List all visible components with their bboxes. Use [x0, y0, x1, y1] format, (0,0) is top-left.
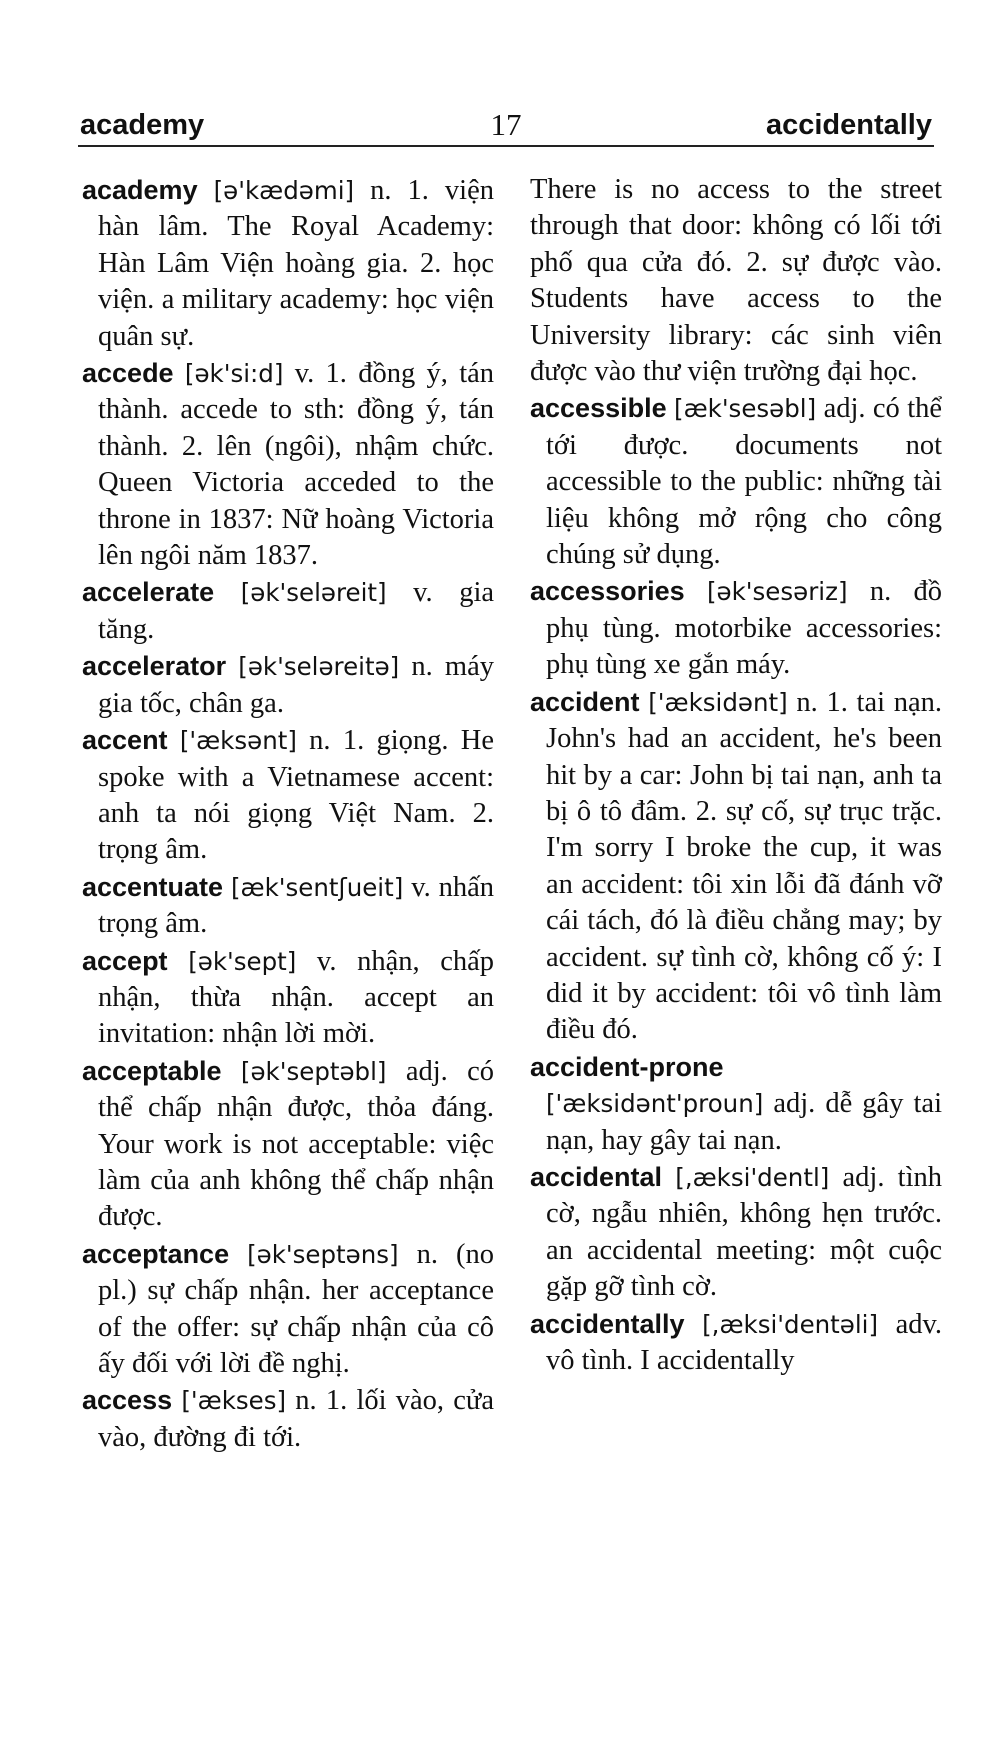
entry-continuation: There is no access to the street through that door: không có lối tới phố qua cửa đó. 2. sự được vào. Students have access to the University library: các sinh viên được vào thư viện trường đại học. — [530, 174, 942, 388]
entry-definition: n. 1. lối vào, cửa vào, đường đi tới. — [98, 1385, 495, 1453]
entry-headword: academy — [82, 175, 198, 205]
entry-headword: accidentally — [530, 1308, 685, 1339]
entry-pronunciation: [ək'seləreit] — [240, 578, 387, 608]
entry-headword: accede — [82, 358, 174, 389]
entry-definition: v. nhấn trọng âm. — [98, 871, 494, 940]
entry-headword: accidental — [530, 1161, 663, 1192]
header-rule — [78, 145, 934, 147]
entry-definition: adj. có thể tới được. documents not accessible to the public: những tài liệu không mở rộng cho công chúng sử dụng. — [546, 393, 943, 571]
entry-definition: n. máy gia tốc, chân ga. — [98, 651, 495, 719]
entry-definition: adv. vô tình. I accidentally — [546, 1308, 943, 1376]
page-number: 17 — [490, 107, 522, 142]
left-column — [82, 172, 494, 1456]
entry-pronunciation: [ək'septəns] — [247, 1239, 399, 1269]
entry-pronunciation: [ək'si:d] — [184, 359, 284, 389]
dictionary-entry — [530, 684, 942, 1049]
entry-headword: accelerator — [82, 651, 227, 682]
dictionary-entry — [82, 355, 494, 574]
dictionary-entry — [82, 869, 494, 943]
dictionary-entry — [530, 1049, 942, 1159]
entry-pronunciation: [,æksi'dentl] — [675, 1162, 830, 1192]
entry-headword: accessible — [530, 393, 667, 424]
entry-definition: n. (no pl.) sự chấp nhận. her acceptance of the offer: sự chấp nhận của cô ấy đối với lời đề nghị. — [98, 1238, 494, 1379]
right-guide-word: accidentally — [765, 109, 932, 141]
dictionary-entry — [82, 574, 494, 648]
entry-pronunciation: [ək'sesəriz] — [706, 577, 848, 607]
entry-definition: n. đồ phụ tùng. motorbike accessories: phụ tùng xe gắn máy. — [546, 576, 943, 681]
entry-pronunciation: [æk'sentʃueit] — [230, 872, 404, 902]
dictionary-entry — [530, 1159, 942, 1306]
dictionary-entry — [82, 648, 494, 722]
entry-headword: accent — [82, 725, 168, 756]
entry-headword: accelerate — [82, 577, 215, 608]
entry-headword: accept — [82, 945, 168, 976]
entry-definition: v. nhận, chấp nhận, thừa nhận. accept an invitation: nhận lời mời. — [98, 945, 495, 1050]
entry-headword: accident-prone — [530, 1051, 724, 1082]
entry-pronunciation: [ə'kædəmi] — [213, 176, 355, 205]
entry-pronunciation: [,æksi'dentəli] — [702, 1309, 879, 1339]
dictionary-entry — [82, 1382, 494, 1456]
page-header — [80, 108, 932, 142]
dictionary-entry — [82, 1053, 494, 1236]
entry-pronunciation: [æk'sesəbl] — [674, 394, 817, 424]
dictionary-entry — [530, 390, 942, 573]
dictionary-entry — [82, 1236, 494, 1383]
entry-pronunciation: ['ækses] — [181, 1386, 287, 1416]
entry-headword: access — [82, 1385, 173, 1416]
entry-pronunciation: ['æksidənt'proun] — [546, 1089, 764, 1119]
entry-definition: adj. tình cờ, ngẫu nhiên, không hẹn trước. an accidental meeting: một cuộc gặp gỡ tình cờ. — [546, 1161, 943, 1303]
dictionary-entry — [530, 573, 942, 683]
entry-definition: v. 1. đồng ý, tán thành. accede to sth: đồng ý, tán thành. 2. lên (ngôi), nhậm chức. Queen Victoria acceded to the throne in 1837: Nữ hoàng Victoria lên ngôi năm 1837. — [98, 358, 495, 572]
entry-headword: accentuate — [82, 871, 224, 902]
entry-definition: adj. dễ gây tai nạn, hay gây tai nạn. — [546, 1088, 943, 1156]
dictionary-entry — [82, 722, 494, 869]
entry-headword: accident — [530, 686, 640, 717]
entry-pronunciation: [ək'seləreitə] — [238, 652, 400, 682]
entry-headword: acceptance — [82, 1238, 230, 1269]
entry-definition: n. 1. giọng. He spoke with a Vietnamese accent: anh ta nói giọng Việt Nam. 2. trọng âm. — [98, 725, 494, 866]
entry-pronunciation: [ək'septəbl] — [240, 1056, 387, 1086]
entry-pronunciation: ['æksidənt] — [648, 687, 788, 717]
entry-definition: adj. có thể chấp nhận được, thỏa đáng. Your work is not acceptable: việc làm của anh không thể chấp nhận được. — [98, 1055, 494, 1233]
entry-definition: v. gia tăng. — [98, 577, 495, 645]
left-guide-word: academy — [80, 109, 205, 141]
entry-definition: n. 1. viện hàn lâm. The Royal Academy: Hàn Lâm Viện hoàng gia. 2. học viện. a military academy: học viện quân sự. — [98, 175, 494, 352]
dictionary-entry — [82, 172, 494, 355]
dictionary-entry — [82, 943, 494, 1053]
entry-pronunciation: [ək'sept] — [188, 946, 297, 976]
entry-pronunciation: ['æksənt] — [179, 726, 297, 756]
entry-definition: n. 1. tai nạn. John's had an accident, he's been hit by a car: John bị tai nạn, anh ta bị ô tô đâm. 2. sự cố, sự trục trặc. I'm sorry I broke the cup, it was an accident: tôi xin lỗi đã đánh vỡ cái tách, đó là điều chẳng may; by accident. sự tình cờ, không cố ý: I did it by accident: tôi vô tình làm điều đó. — [546, 686, 943, 1046]
entry-headword: acceptable — [82, 1055, 222, 1086]
right-column — [530, 172, 942, 1379]
dictionary-entry — [530, 1306, 942, 1380]
entry-headword: accessories — [530, 576, 685, 607]
